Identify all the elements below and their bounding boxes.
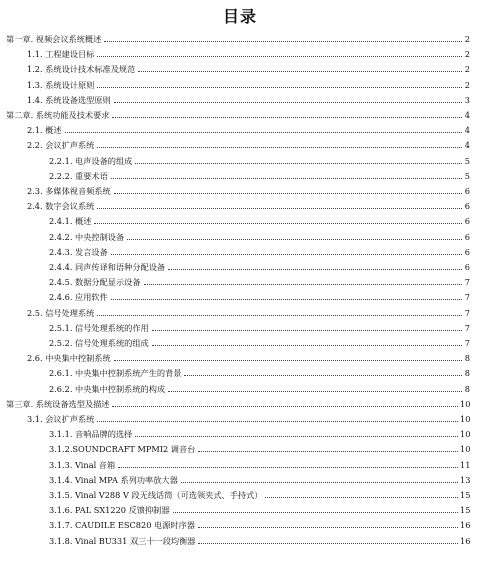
dot-leader [135,436,458,437]
toc-entry-page: 6 [464,216,470,227]
dot-leader [94,223,462,224]
toc-entry-page: 15 [460,490,471,500]
toc-entry[interactable] [6,31,470,44]
toc-entry-page: 5 [464,155,470,166]
dot-leader [104,41,462,42]
toc-entry[interactable] [27,122,470,135]
toc-entry-title: 3.1.8. Vinal BU331 双三十一段均衡器 [49,535,196,546]
dot-leader [97,315,462,316]
toc-entry-page: 11 [460,459,471,470]
toc-entry-title: 3.1.3. Vinal 音箱 [49,459,116,470]
toc-entry-page: 6 [464,186,470,196]
toc-entry-title: 2.6.2. 中央集中控制系统的构成 [49,383,166,394]
toc-entry[interactable] [49,426,470,439]
toc-entry[interactable] [49,213,470,226]
toc-entry[interactable] [27,61,470,74]
dot-leader [144,284,462,285]
toc-entry-page: 7 [464,322,470,333]
toc-entry-page: 2 [464,34,470,44]
toc-entry-title: 第一章. 视频会议系统概述 [6,34,102,44]
toc-entry[interactable] [49,487,470,500]
toc-entry[interactable] [49,153,470,166]
toc-entry-page: 5 [464,170,470,181]
toc-entry[interactable] [49,259,470,272]
dot-leader [112,117,462,118]
toc-entry-page: 8 [464,383,470,394]
toc-entry-title: 3.1.4. Vinal MPA 系列功率放大器 [49,474,178,485]
dot-leader [97,421,458,422]
toc-entry-page: 7 [464,307,470,318]
dot-leader [65,132,462,133]
toc-entry[interactable] [49,365,470,378]
toc-entry-title: 2.4.4. 同声传译和语种分配设备 [49,262,166,272]
dot-leader [114,102,462,103]
dot-leader [114,360,462,361]
toc-entry[interactable] [49,472,470,485]
toc-entry[interactable] [49,335,470,348]
toc-entry[interactable] [6,396,470,409]
toc-entry-title: 2.5.2. 信号处理系统的组成 [49,338,149,348]
toc-entry[interactable] [49,381,470,394]
dot-leader [181,482,458,483]
toc-entry-page: 13 [460,474,471,485]
toc-entry[interactable] [49,168,470,181]
toc-entry[interactable] [49,533,470,546]
toc-entry-title: 第三章. 系统设备选型及描述 [6,398,110,409]
toc-entry-title: 3.1. 会议扩声系统 [27,414,95,424]
toc-entry[interactable] [49,517,470,530]
toc-entry-title: 1.3. 系统设计原则 [27,79,95,90]
toc-entry-title: 2.2. 会议扩声系统 [27,140,95,151]
dot-leader [198,527,458,528]
toc-entry-page: 2 [464,49,470,60]
toc-entry[interactable] [49,457,470,470]
toc-entry[interactable] [49,289,470,302]
dot-leader [168,391,462,392]
toc-entry-page: 3 [464,94,470,105]
toc-entry-page: 15 [460,505,471,516]
dot-leader [173,512,458,513]
toc-entry-title: 1.2. 系统设计技术标准及规范 [27,64,136,75]
toc-entry-page: 6 [464,262,470,272]
dot-leader [152,345,462,346]
dot-leader [198,543,458,544]
toc-entry-title: 2.2.2. 重要术语 [49,170,108,181]
dot-leader [111,299,462,300]
toc-entry-page: 7 [464,292,470,303]
toc-entry[interactable] [27,305,470,318]
toc-entry-title: 3.1.1. 音响品牌的选择 [49,429,133,440]
toc-entry-title: 2.6. 中央集中控制系统 [27,353,111,364]
dot-leader [97,208,462,209]
dot-leader [112,406,458,407]
toc-entry-title: 2.4.1. 概述 [49,216,92,227]
toc-entry[interactable] [49,441,470,454]
toc-entry-page: 7 [464,338,470,348]
toc-entry-page: 10 [460,398,471,409]
toc-entry[interactable] [49,502,470,515]
toc-entry-title: 2.1. 概述 [27,125,62,136]
toc-entry-page: 7 [464,277,470,288]
toc-entry-page: 8 [464,368,470,379]
dot-leader [198,451,458,452]
toc-entry[interactable] [49,320,470,333]
dot-leader [138,71,462,72]
toc-entry-page: 8 [464,353,470,364]
dot-leader [135,163,462,164]
toc-entry[interactable] [49,229,470,242]
dot-leader [168,269,462,270]
toc-entry-page: 2 [464,79,470,90]
toc-entry-title: 2.4.5. 数据分配显示设备 [49,277,141,288]
toc-entry-page: 6 [464,246,470,257]
toc-entry[interactable] [6,107,470,120]
toc-title: 目录 [222,7,257,26]
dot-leader [97,87,462,88]
toc-entry-title: 第二章. 系统功能及技术要求 [6,110,110,120]
toc-entry-page: 6 [464,231,470,242]
toc-entry[interactable] [49,274,470,287]
toc-entry-title: 2.4.2. 中央控制设备 [49,231,125,242]
toc-entry-title: 2.2.1. 电声设备的组成 [49,155,133,166]
dot-leader [118,467,458,468]
dot-leader [184,375,462,376]
dot-leader [97,56,462,57]
dot-leader [114,193,462,194]
toc-entry-title: 2.5.1. 信号处理系统的作用 [49,322,149,333]
toc-entry-page: 4 [464,110,470,120]
toc-entry-page: 2 [464,64,470,75]
dot-leader [127,239,462,240]
dot-leader [97,147,462,148]
toc-entry[interactable] [27,137,470,150]
toc-entry[interactable] [49,244,470,257]
toc-entry[interactable] [27,92,470,105]
dot-leader [265,497,458,498]
dot-leader [111,254,462,255]
toc-entry[interactable] [27,411,470,424]
toc-entry-page: 4 [464,125,470,136]
toc-entry[interactable] [27,46,470,59]
toc-entry[interactable] [27,198,470,211]
toc-entry-title: 3.1.2.SOUNDCRAFT MPMI2 调音台 [49,444,196,455]
toc-entry-title: 2.4. 数字会议系统 [27,201,95,212]
toc-entry-title: 2.6.1. 中央集中控制系统产生的背景 [49,368,182,379]
toc-entry-title: 2.5. 信号处理系统 [27,307,95,318]
toc-entry[interactable] [27,77,470,90]
dot-leader [111,178,462,179]
toc-entry-page: 10 [460,414,471,424]
dot-leader [152,330,462,331]
toc-entry-page: 16 [460,535,471,546]
toc-entry-page: 16 [460,520,471,531]
toc-entry-page: 10 [460,429,471,440]
toc-entry-title: 2.4.3. 发言设备 [49,246,108,257]
toc-entry[interactable] [27,350,470,363]
toc-entry-title: 3.1.7. CAUDILE ESC820 电源时序器 [49,520,195,531]
toc-entry-page: 4 [464,140,470,151]
toc-entry-title: 1.4. 系统设备选型原则 [27,94,111,105]
toc-entry-title: 1.1. 工程建设目标 [27,49,95,60]
toc-entry-page: 6 [464,201,470,212]
toc-entry-title: 3.1.6. PAL SX1220 反馈抑制器 [49,505,170,516]
toc-entry-page: 10 [460,444,471,455]
toc-entry[interactable] [27,183,470,196]
toc-entry-title: 3.1.5. Vinal V288 V 段无线话筒（可选领夹式、手持式） [49,490,263,500]
toc-entry-title: 2.4.6. 应用软件 [49,292,108,303]
toc-entry-title: 2.3. 多媒体视音频系统 [27,186,111,196]
